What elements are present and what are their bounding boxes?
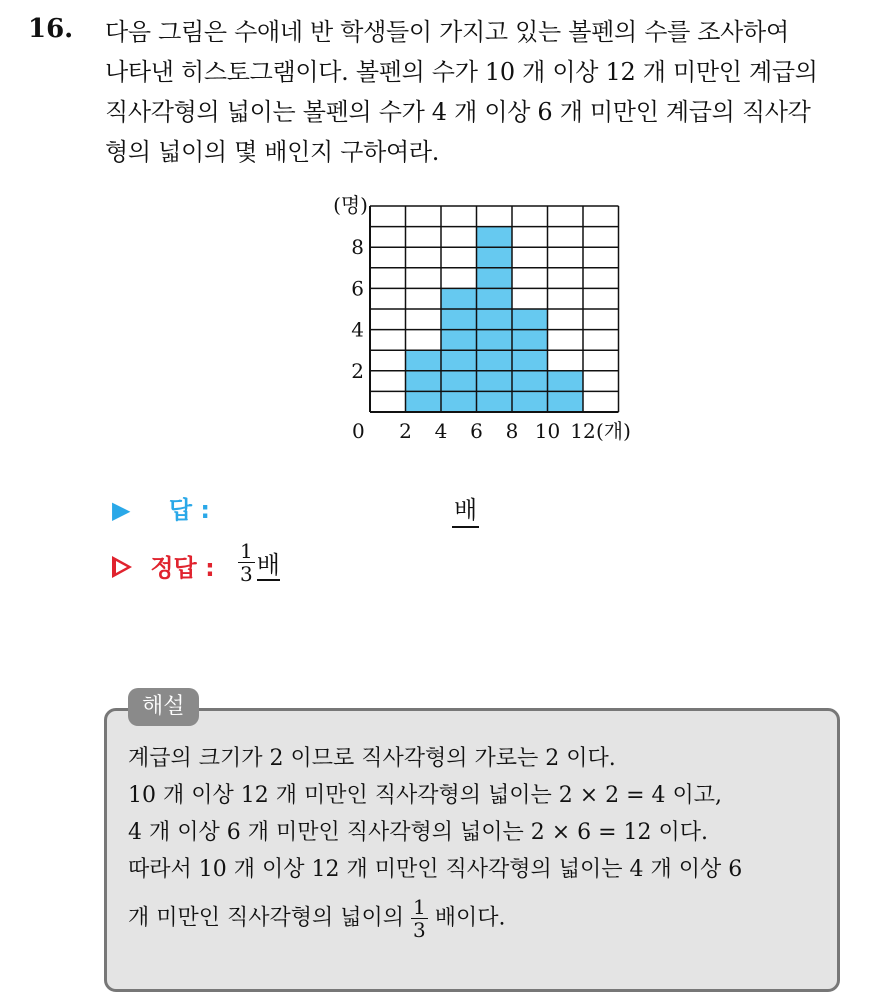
x-axis-unit: (개) [596, 419, 631, 443]
x-tick-label: 4 [434, 419, 448, 443]
outline-triangle-icon [112, 556, 132, 578]
problem-line: 형의 넓이의 몇 배인지 구하여라. [105, 138, 440, 166]
solution-line [128, 896, 828, 941]
play-arrow-icon: ▶ [112, 496, 131, 524]
histogram-bar [406, 350, 442, 412]
solution-line: 4 개 이상 6 개 미만인 직사각형의 넓이는 2 × 6 = 12 이다. [128, 820, 709, 845]
y-tick-label: 4 [351, 317, 364, 342]
problem-text [105, 12, 870, 172]
answer-label: 답 : [168, 496, 210, 524]
correct-answer-unit: 배 [256, 551, 280, 579]
answer-input[interactable]: 배 [452, 490, 479, 528]
x-tick-label: 12 [570, 419, 596, 443]
problem-line: 다음 그림은 수애네 반 학생들이 가지고 있는 볼펜의 수를 조사하여 [105, 18, 789, 46]
problem-number: 16. [28, 14, 74, 44]
y-tick-label: 2 [351, 358, 364, 383]
fraction [238, 540, 255, 585]
y-tick-label: 6 [351, 276, 364, 301]
solution-line: 10 개 이상 12 개 미만인 직사각형의 넓이는 2 × 2 = 4 이고, [128, 783, 723, 808]
x-tick-label: 8 [505, 419, 519, 443]
correct-answer-label: 정답 : [150, 554, 215, 582]
denominator: 3 [240, 562, 253, 586]
y-tick-label: 8 [351, 235, 364, 260]
fraction [411, 896, 428, 941]
correct-answer-row [112, 548, 215, 583]
answer-row [112, 490, 210, 525]
denominator: 3 [413, 918, 426, 942]
x-tick-label: 0 [352, 419, 365, 443]
problem-line: 나타낸 히스토그램이다. 볼펜의 수가 10 개 이상 12 개 미만인 계급의 [105, 58, 818, 86]
solution-line: 따라서 10 개 이상 12 개 미만인 직사각형의 넓이는 4 개 이상 6 [128, 857, 743, 882]
numerator: 1 [413, 895, 426, 919]
y-axis-unit: (명) [333, 193, 368, 217]
solution-last-prefix: 개 미만인 직사각형의 넓이의 [128, 905, 405, 931]
solution-last-suffix: 배이다. [434, 905, 506, 931]
numerator: 1 [240, 539, 253, 563]
solution-tag: 해설 [128, 688, 199, 726]
x-tick-label: 10 [534, 419, 561, 443]
solution-text [128, 740, 828, 941]
histogram-bar [512, 309, 548, 412]
solution-line: 계급의 크기가 2 이므로 직사각형의 가로는 2 이다. [128, 746, 616, 771]
x-tick-label: 6 [470, 419, 483, 443]
problem-line: 직사각형의 넓이는 볼펜의 수가 4 개 이상 6 개 미만인 계급의 직사각 [105, 98, 811, 126]
histogram [325, 190, 655, 450]
x-tick-label: 2 [399, 419, 412, 443]
correct-answer-value [238, 540, 280, 585]
histogram-bar [477, 227, 513, 412]
